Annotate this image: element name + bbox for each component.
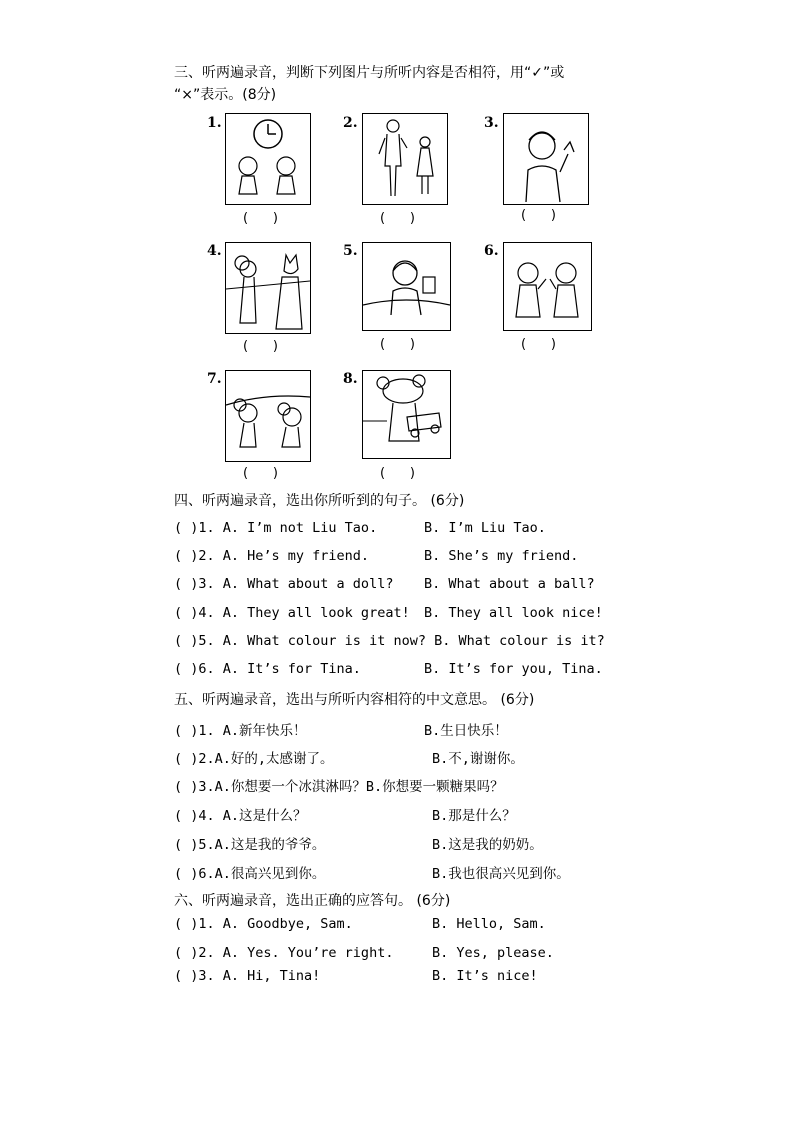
q4-item-4: ( )4. A. They all look great! [174, 605, 410, 621]
q5-item-4: ( )4. A.这是什么？ [174, 808, 307, 824]
q5-item-6-b: B.我也很高兴见到你。 [432, 866, 570, 882]
q6-item-3: ( )3. A. Hi, Tina! [174, 968, 321, 984]
clock-two-children-icon [225, 113, 311, 205]
answer-paren-7[interactable]: ( ) [243, 466, 278, 481]
q4-item-6-b: B. It’s for you, Tina. [424, 661, 603, 677]
answer-paren-8[interactable]: ( ) [380, 466, 415, 481]
picture-number-3: 3. [484, 115, 499, 131]
q4-item-3: ( )3. A. What about a doll? [174, 576, 394, 592]
q5-item-5-b: B.这是我的奶奶。 [432, 837, 543, 853]
mouse-with-toy-car-icon [362, 370, 451, 459]
q5-item-4-b: B.那是什么？ [432, 808, 516, 824]
q5-item-5: ( )5.A.这是我的爷爷。 [174, 837, 326, 853]
two-mice-icon [225, 370, 311, 462]
answer-paren-5[interactable]: ( ) [380, 337, 415, 352]
section-3-title-line1: 三、听两遍录音，判断下列图片与所听内容是否相符，用“✓”或 [174, 65, 565, 81]
q6-item-1: ( )1. A. Goodbye, Sam. [174, 916, 353, 932]
girl-with-card-icon [362, 242, 451, 331]
q6-item-1-b: B. Hello, Sam. [432, 916, 546, 932]
picture-number-7: 7. [207, 371, 222, 387]
waving-boy-icon [503, 113, 589, 205]
section-6-title: 六、听两遍录音，选出正确的应答句。 (6分) [174, 893, 451, 909]
answer-paren-3[interactable]: ( ) [521, 208, 556, 223]
section-3-title-line2: “×”表示。(8分) [174, 87, 277, 103]
picture-number-8: 8. [343, 371, 358, 387]
q6-item-3-b: B. It’s nice! [432, 968, 538, 984]
answer-paren-1[interactable]: ( ) [243, 211, 278, 226]
q5-item-2: ( )2.A.好的,太感谢了。 [174, 751, 334, 767]
q4-item-2: ( )2. A. He’s my friend. [174, 548, 370, 564]
q5-item-1-b: B.生日快乐！ [424, 723, 508, 739]
man-and-girl-icon [362, 113, 448, 205]
picture-number-2: 2. [343, 115, 358, 131]
two-girls-waving-icon [503, 242, 592, 331]
answer-paren-6[interactable]: ( ) [521, 337, 556, 352]
q4-item-1: ( )1. A. I’m not Liu Tao. [174, 520, 378, 536]
q5-item-2-b: B.不,谢谢你。 [432, 751, 524, 767]
picture-number-1: 1. [207, 115, 222, 131]
q6-item-2-b: B. Yes, please. [432, 945, 554, 961]
q5-item-1: ( )1. A.新年快乐！ [174, 723, 307, 739]
picture-number-6: 6. [484, 243, 499, 259]
q5-item-3: ( )3.A.你想要一个冰淇淋吗？B.你想要一颗糖果吗？ [174, 779, 504, 795]
q4-item-5: ( )5. A. What colour is it now? B. What colour is it? [174, 633, 605, 649]
q4-item-3-b: B. What about a ball? [424, 576, 595, 592]
answer-paren-4[interactable]: ( ) [243, 339, 278, 354]
section-5-title: 五、听两遍录音，选出与所听内容相符的中文意思。 (6分) [174, 692, 535, 708]
q6-item-2: ( )2. A. Yes. You’re right. [174, 945, 394, 961]
mouse-and-cat-icon [225, 242, 311, 334]
q4-item-4-b: B. They all look nice! [424, 605, 603, 621]
section-4-title: 四、听两遍录音，选出你所听到的句子。 (6分) [174, 493, 465, 509]
q5-item-6: ( )6.A.很高兴见到你。 [174, 866, 326, 882]
q4-item-1-b: B. I’m Liu Tao. [424, 520, 546, 536]
picture-number-5: 5. [343, 243, 358, 259]
q4-item-6: ( )6. A. It’s for Tina. [174, 661, 361, 677]
picture-number-4: 4. [207, 243, 222, 259]
answer-paren-2[interactable]: ( ) [380, 211, 415, 226]
q4-item-2-b: B. She’s my friend. [424, 548, 579, 564]
